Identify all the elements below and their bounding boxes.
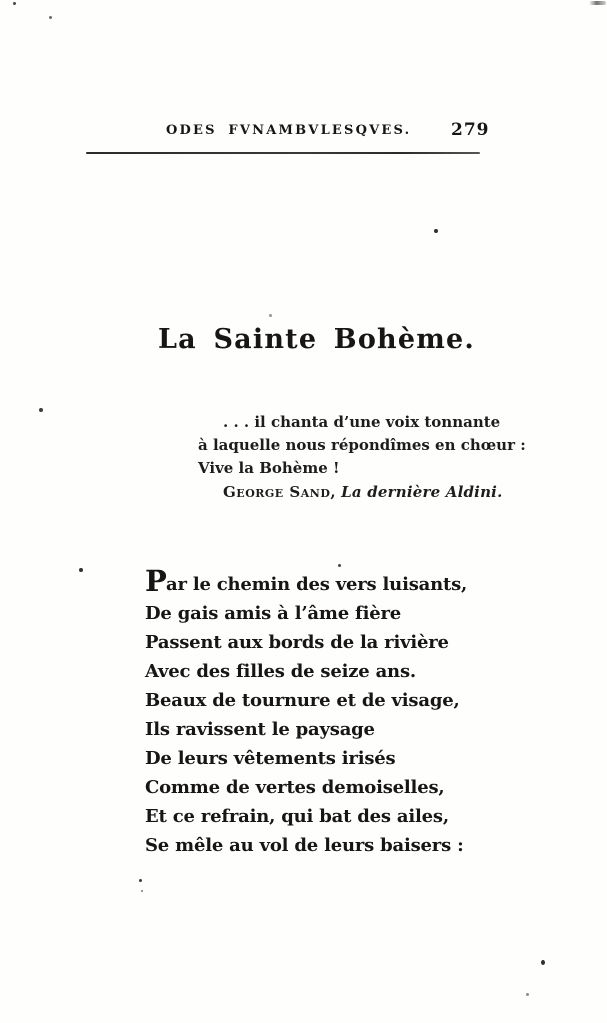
epigraph-line-2: à laquelle nous répondîmes en chœur : bbox=[198, 436, 526, 454]
epigraph-work-title: La dernière Aldini. bbox=[341, 483, 503, 501]
poem-line bbox=[145, 564, 468, 599]
poem-line: Se mêle au vol de leurs baisers : bbox=[145, 835, 464, 856]
poem-line: Avec des filles de seize ans. bbox=[145, 661, 416, 682]
poem-title: La Sainte Bohème. bbox=[158, 324, 475, 355]
scan-speck bbox=[13, 2, 16, 5]
scan-speck bbox=[269, 314, 272, 317]
poem-line: De gais amis à l’âme fière bbox=[145, 603, 401, 624]
poem-line: Comme de vertes demoiselles, bbox=[145, 777, 445, 798]
poem-line-text: ar le chemin des vers luisants, bbox=[166, 574, 468, 595]
scan-speck bbox=[338, 564, 341, 567]
scan-speck bbox=[434, 229, 438, 233]
epigraph-author-name: George Sand, bbox=[223, 483, 337, 501]
poem-line: Et ce refrain, qui bat des ailes, bbox=[145, 806, 449, 827]
epigraph-attribution bbox=[198, 481, 526, 504]
drop-cap-initial: P bbox=[145, 564, 167, 598]
epigraph-line-3: Vive la Bohème ! bbox=[198, 459, 340, 477]
page-number: 279 bbox=[451, 120, 490, 140]
scan-speck bbox=[39, 408, 43, 412]
poem-line: Passent aux bords de la rivière bbox=[145, 632, 449, 653]
scan-streak bbox=[589, 1, 606, 5]
header-rule bbox=[86, 152, 480, 154]
poem-body bbox=[145, 564, 468, 860]
poem-line: Ils ravissent le paysage bbox=[145, 719, 375, 740]
running-title: ODES FVNAMBVLESQVES. bbox=[166, 123, 412, 138]
scan-speck bbox=[49, 16, 52, 19]
scan-speck bbox=[139, 879, 142, 882]
epigraph-line-1: . . . il chanta d’une voix tonnante bbox=[223, 413, 501, 431]
scan-speck bbox=[141, 890, 143, 892]
poem-line: De leurs vêtements irisés bbox=[145, 748, 396, 769]
scan-speck bbox=[79, 568, 83, 572]
epigraph bbox=[198, 411, 526, 504]
scan-speck bbox=[541, 960, 545, 965]
scan-speck bbox=[526, 993, 529, 996]
poem-line: Beaux de tournure et de visage, bbox=[145, 690, 460, 711]
